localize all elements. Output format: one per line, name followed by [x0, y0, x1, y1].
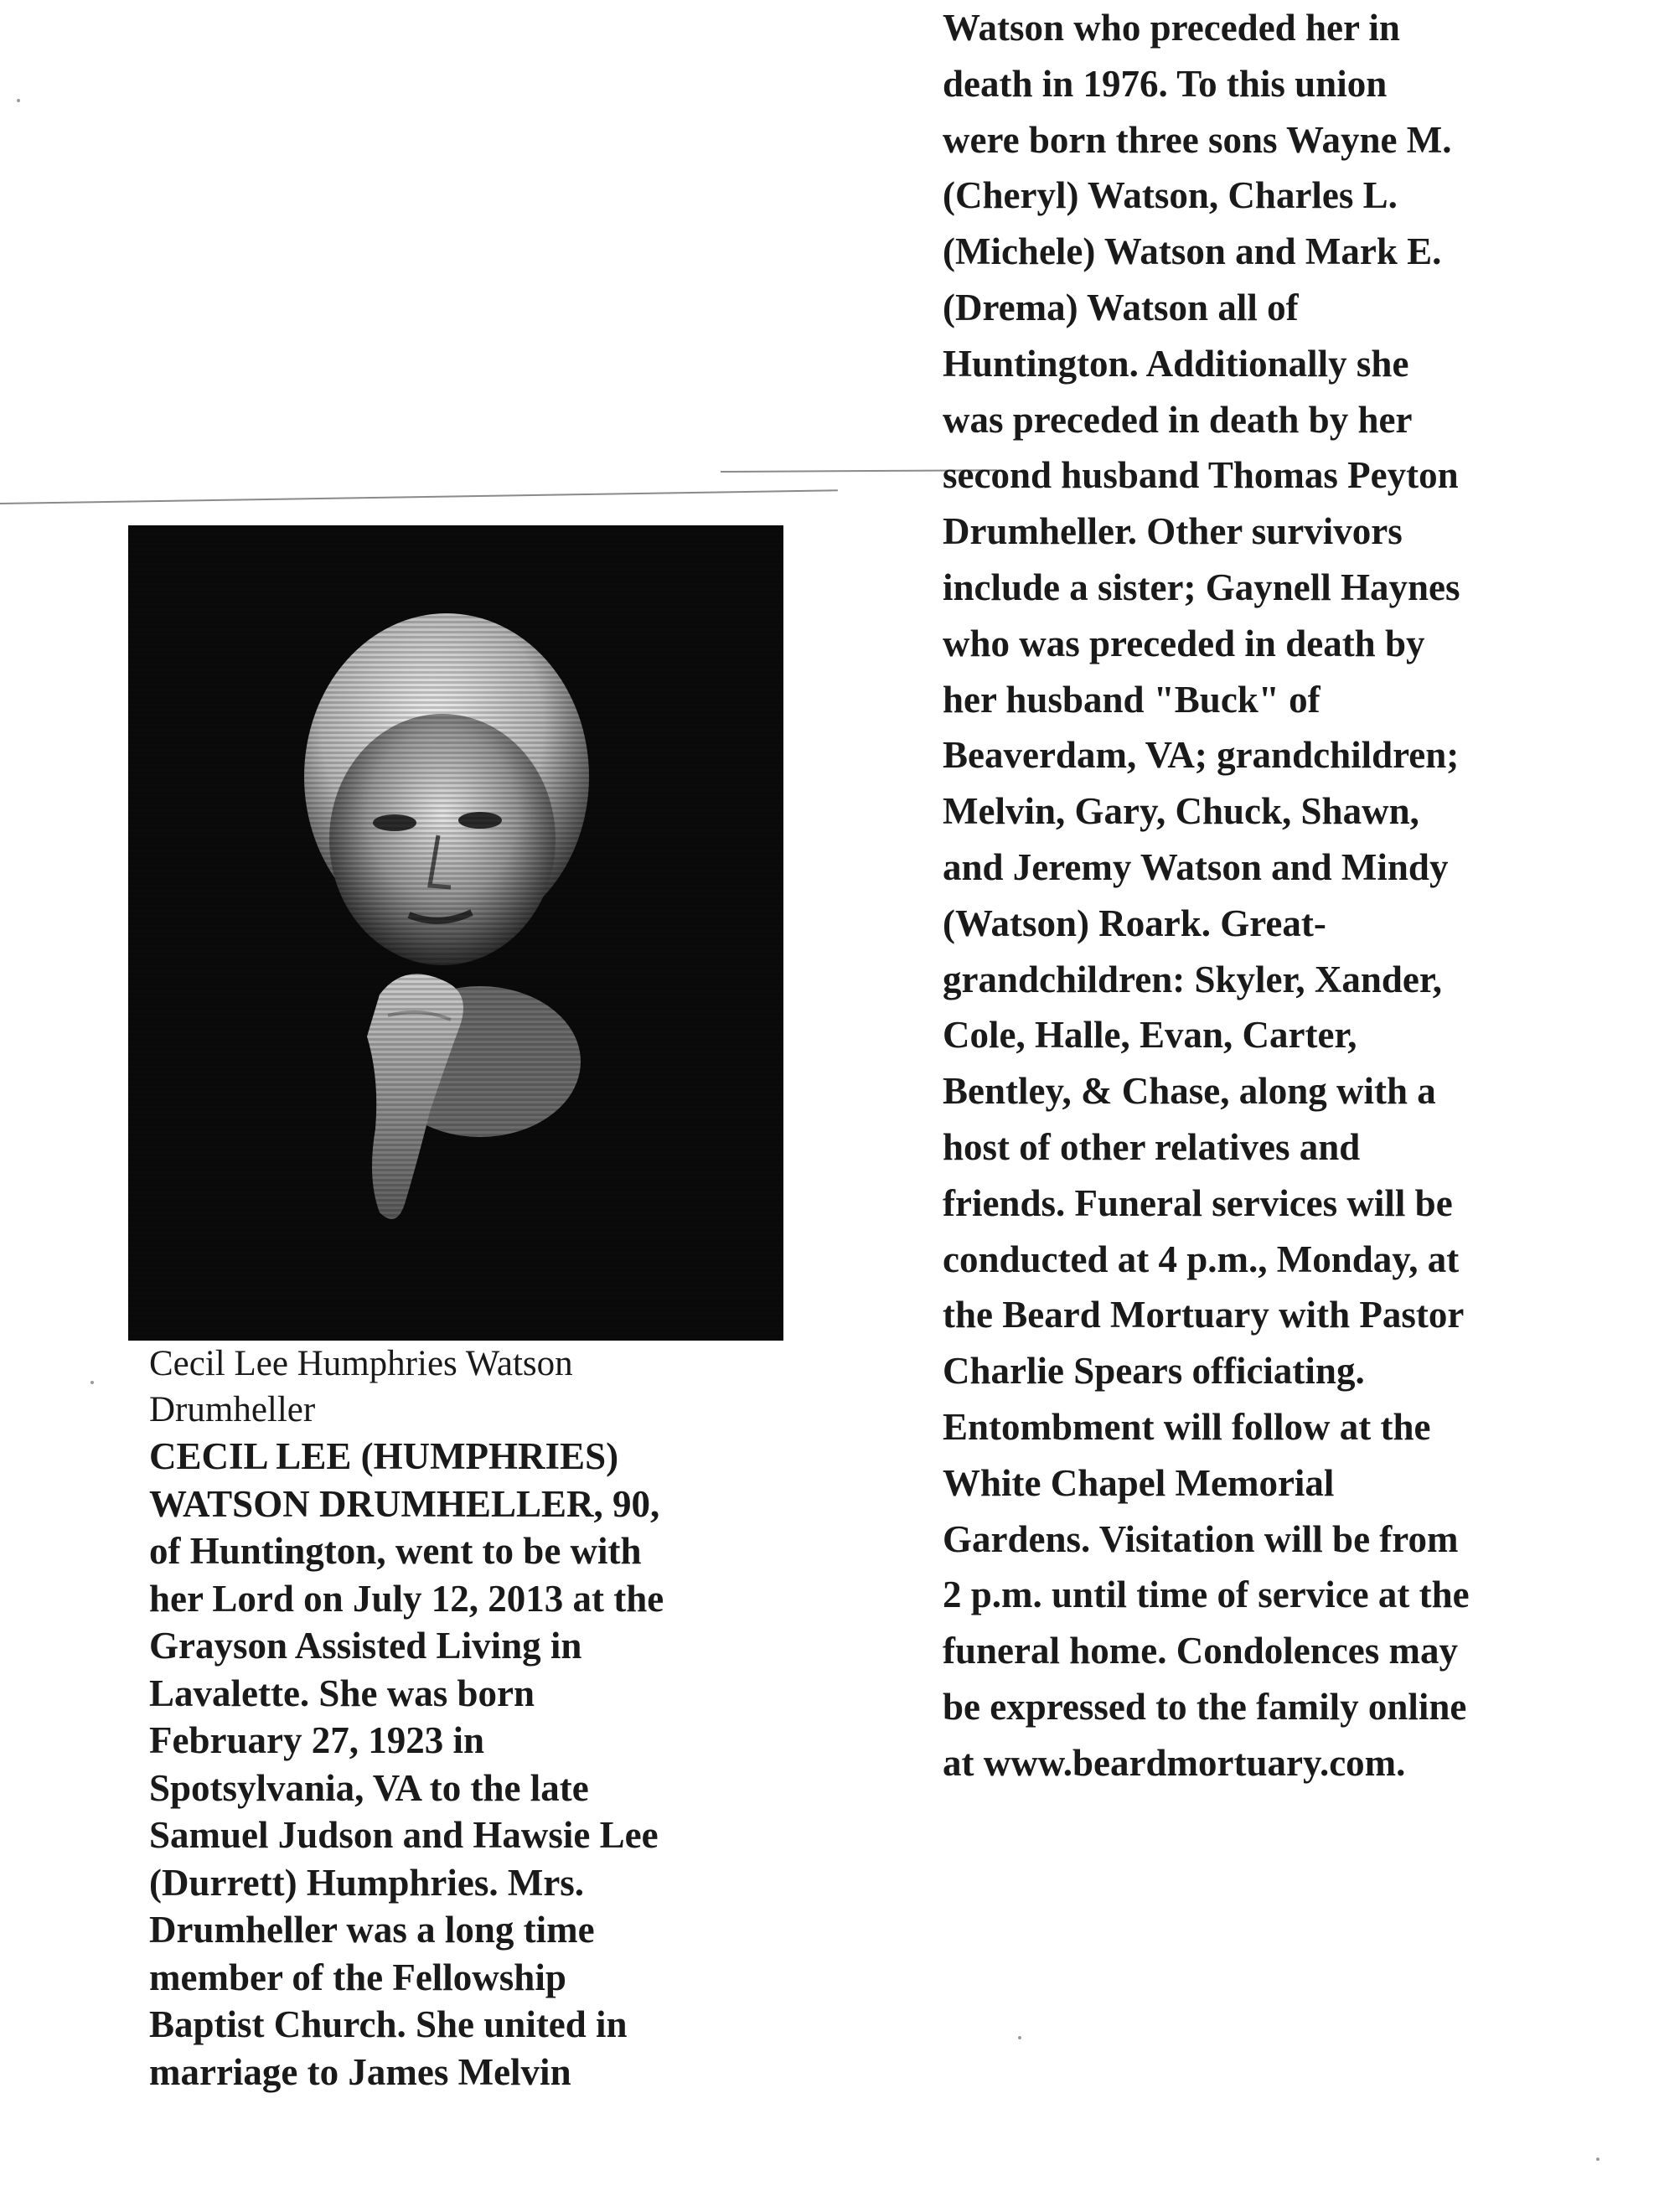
text-line: 2 p.m. until time of service at the — [943, 1574, 1470, 1616]
scan-speck — [1018, 2036, 1021, 2039]
scan-speck — [17, 99, 20, 102]
text-line: the Beard Mortuary with Pastor — [943, 1294, 1465, 1336]
text-line: (Cheryl) Watson, Charles L. — [943, 174, 1398, 217]
text-line: who was preceded in death by — [943, 622, 1425, 664]
text-line: Lavalette. She was born — [149, 1672, 535, 1714]
text-line: death in 1976. To this union — [943, 62, 1388, 105]
text-line: second husband Thomas Peyton — [943, 454, 1459, 497]
text-line: Drumheller was a long time — [149, 1909, 595, 1951]
text-line: friends. Funeral services will be — [943, 1181, 1453, 1224]
photo-caption — [149, 1341, 845, 1433]
text-line: Entombment will follow at the — [943, 1405, 1431, 1448]
text-line: was preceded in death by her — [943, 398, 1413, 441]
text-line: marriage to James Melvin — [149, 2050, 571, 2093]
text-line: Huntington. Additionally she — [943, 342, 1409, 385]
caption-line: Cecil Lee Humphries Watson — [149, 1344, 573, 1383]
text-line: her Lord on July 12, 2013 at the — [149, 1577, 664, 1620]
text-line: WATSON DRUMHELLER, 90, — [149, 1482, 660, 1525]
text-line: Baptist Church. She united in — [149, 2003, 628, 2045]
obituary-text-right-column — [943, 0, 1646, 1791]
text-line: (Michele) Watson and Mark E. — [943, 230, 1442, 273]
text-line: (Durrett) Humphries. Mrs. — [149, 1861, 585, 1904]
text-line: Cole, Halle, Evan, Carter, — [943, 1014, 1357, 1057]
text-line: host of other relatives and — [943, 1125, 1361, 1168]
text-line: were born three sons Wayne M. — [943, 118, 1452, 161]
text-line: include a sister; Gaynell Haynes — [943, 566, 1460, 608]
text-line: her husband "Buck" of — [943, 678, 1320, 721]
text-line: February 27, 1923 in — [149, 1719, 484, 1761]
text-line: funeral home. Condolences may — [943, 1630, 1458, 1672]
text-line: grandchildren: Skyler, Xander, — [943, 958, 1442, 1000]
text-line: Spotsylvania, VA to the late — [149, 1766, 589, 1809]
text-line: Samuel Judson and Hawsie Lee — [149, 1814, 659, 1856]
text-line: White Chapel Memorial — [943, 1461, 1335, 1504]
text-line: Drumheller. Other survivors — [943, 510, 1403, 553]
text-line: member of the Fellowship — [149, 1956, 566, 1998]
text-line: conducted at 4 p.m., Monday, at — [943, 1238, 1460, 1280]
text-line: and Jeremy Watson and Mindy — [943, 845, 1449, 888]
scan-speck — [90, 1381, 94, 1384]
obituary-text-left-column — [149, 1433, 845, 2096]
text-line: Beaverdam, VA; grandchildren; — [943, 734, 1460, 777]
text-line: (Watson) Roark. Great- — [943, 902, 1326, 944]
text-line: Bentley, & Chase, along with a — [943, 1070, 1436, 1113]
clipping-edge-left — [0, 489, 838, 504]
portrait-photo — [128, 525, 783, 1341]
text-line: Charlie Spears officiating. — [943, 1350, 1365, 1393]
text-line: Gardens. Visitation will be from — [943, 1517, 1459, 1560]
caption-line: Drumheller — [149, 1390, 316, 1429]
text-line: Melvin, Gary, Chuck, Shawn, — [943, 790, 1419, 833]
text-line: (Drema) Watson all of — [943, 286, 1299, 328]
text-line: of Huntington, went to be with — [149, 1530, 642, 1572]
scan-speck — [1596, 2158, 1600, 2161]
text-line: Watson who preceded her in — [943, 7, 1400, 49]
text-line: CECIL LEE (HUMPHRIES) — [149, 1435, 619, 1477]
text-line: at www.beardmortuary.com. — [943, 1741, 1406, 1784]
portrait-photo-icon — [128, 525, 783, 1341]
text-line: Grayson Assisted Living in — [149, 1625, 582, 1667]
text-line: be expressed to the family online — [943, 1685, 1467, 1728]
